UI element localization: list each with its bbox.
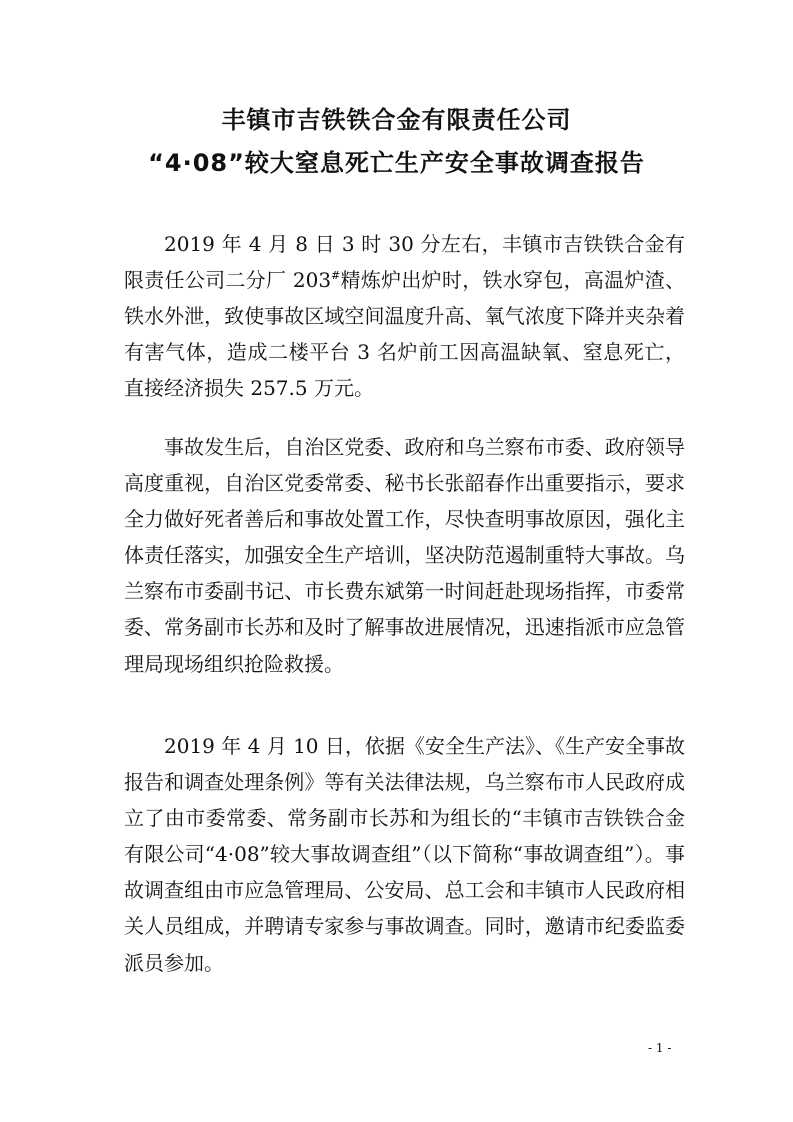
document-title-line-2: “4·08”较大窒息死亡生产安全事故调查报告 [148, 149, 645, 177]
paragraph-investigation-team: 2019 年 4 月 10 日，依据《安全生产法》、《生产安全事故报告和调查处理条例》等有关法律法规，乌兰察布市人民政府成立了由市委常委、常务副市长苏和为组长的“丰镇市吉铁铁合金有限公司“4·08”较大事故调查组”（以下简称“事故调查组”）。事故调查组由市应急管理局、公安局、总工会和丰镇市人民政府相关人员组成，并聘请专家参与事故调查。同时，邀请市纪委监委派员参加。 [124, 734, 685, 975]
page-number: - 1 - [648, 1041, 672, 1055]
paragraph-incident-summary [124, 226, 685, 406]
document-title-line-1: 丰镇市吉铁铁合金有限责任公司 [221, 106, 572, 134]
paragraph-1-text-b: 精炼炉出炉时，铁水穿包，高温炉渣、铁水外泄，致使事故区域空间温度升高、氧气浓度下降并夹杂着有害气体，造成二楼平台 3 名炉前工因高温缺氧、窒息死亡，直接经济损失 257.5 万元。 [124, 268, 686, 401]
document-body-2 [124, 429, 685, 682]
furnace-number-superscript: # [331, 269, 341, 283]
paragraph-response: 事故发生后，自治区党委、政府和乌兰察布市委、政府领导高度重视，自治区党委常委、秘书长张韶春作出重要指示，要求全力做好死者善后和事故处置工作，尽快查明事故原因，强化主体责任落实，加强安全生产培训，坚决防范遏制重特大事故。乌兰察布市委副书记、市长费东斌第一时间赶赴现场指挥，市委常委、常务副市长苏和及时了解事故进展情况，迅速指派市应急管理局现场组织抢险救援。 [124, 435, 685, 676]
document-body-3 [124, 728, 685, 981]
document-body [124, 226, 685, 406]
paragraph-1-text-a: 2019 年 4 月 8 日 3 时 30 分左右，丰镇市吉铁铁合金有限责任公司二分厂 203 [124, 232, 685, 293]
